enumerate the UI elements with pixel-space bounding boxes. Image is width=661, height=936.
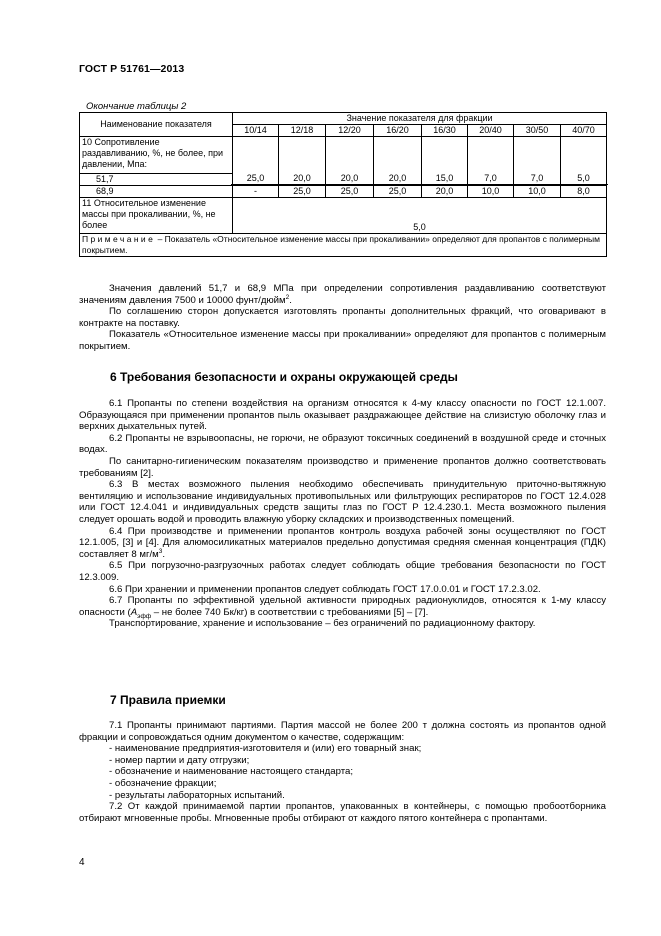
table-cell: 25,0 (233, 137, 279, 186)
fraction-header: 10/14 (233, 125, 279, 137)
table-cell: 25,0 (374, 186, 422, 198)
col-header-group: Значение показателя для фракции (233, 113, 607, 125)
table-cell: 20,0 (326, 137, 374, 186)
row-label: 10 Сопротивление раздавливанию, %, не более, при давлении, Мпа: (80, 137, 233, 174)
table-row-10-sub2 (80, 186, 607, 198)
page-number: 4 (79, 857, 85, 868)
list-item: - результаты лабораторных испытаний. (109, 789, 285, 801)
table-cell: 8,0 (561, 186, 607, 198)
row-sublabel: 68,9 (80, 186, 233, 198)
section-7-title: 7 Правила приемки (110, 693, 226, 707)
table-cell: 15,0 (422, 137, 468, 186)
table-cell: 20,0 (374, 137, 422, 186)
paragraph: 6.4 При производстве и применении пропантов контроль воздуха рабочей зоны осуществляют по ГОСТ 12.1.005, [3] и [4]. Для алюмосиликатных материалов предельно допустимая средняя сменная концентрация (ПДК) составляет 8 $мг/м^3$. (79, 525, 606, 560)
table-cell-merged: 5,0 (233, 198, 607, 234)
fraction-header: 20/40 (468, 125, 514, 137)
intro-block (79, 283, 606, 353)
fraction-header: 12/20 (326, 125, 374, 137)
fraction-header: 16/30 (422, 125, 468, 137)
fraction-header: 30/50 (514, 125, 561, 137)
list-item: - обозначение фракции; (109, 777, 217, 789)
paragraph: Транспортирование, хранение и использование – без ограничений по радиационному фактору. (109, 618, 536, 630)
note-label: Примечание (82, 234, 156, 244)
col-header-name: Наименование показателя (80, 113, 233, 137)
table-cell: 5,0 (561, 137, 607, 186)
section-7-body (79, 720, 606, 824)
paragraph: Значения давлений 51,7 и 68,9 МПа при определении сопротивления раздавливанию соответствуют значениям давления 7500 и 10000 фунт/дюйм$^2$. (79, 283, 606, 306)
row-sublabel: 51,7 (80, 174, 233, 186)
list-item: - обозначение и наименование настоящего стандарта; (109, 766, 354, 778)
table-cell: 20,0 (279, 137, 326, 186)
table-cell: - (233, 186, 279, 198)
paragraph: 6.3 В местах возможного пыления необходимо обеспечивать принудительную приточно-вытяжную вентиляцию и использование индивидуальных противопыльных или фильтрующих респираторов по ГОСТ 12.4.028 или ГОСТ 12.4.041 и индивидуальных средств защиты глаз по ГОСТ Р 12.4.230.1. Места возможного пыления следует орошать водой и проводить влажную уборку складских и производственных помещений. (79, 479, 606, 525)
table-cell: 7,0 (468, 137, 514, 186)
list-item: - номер партии и дату отгрузки; (109, 754, 250, 766)
paragraph: 6.5 При погрузочно-разгрузочных работах следует соблюдать общие требования безопасности по ГОСТ 12.3.009. (79, 560, 606, 583)
note-text: – Показатель «Относительное изменение массы при прокаливании» определяют для пропантов с полимерным покрытием. (82, 234, 601, 255)
fraction-header: 12/18 (279, 125, 326, 137)
document-header: ГОСТ Р 51761—2013 (79, 63, 185, 75)
section-6-title: 6 Требования безопасности и охраны окружающей среды (110, 370, 458, 384)
table-cell: 10,0 (468, 186, 514, 198)
table-cell: 20,0 (422, 186, 468, 198)
paragraph: 6.2 Пропанты не взрывоопасны, не горючи, не образуют токсичных соединений в воздушной среде и сточных водах. (79, 432, 606, 456)
paragraph: 6.7 Пропанты по эффективной удельной активности природных радионуклидов, относятся к 1-му классу опасности ($A_{эфф}$ – не более 740 Бк/кг) в соответствии с требованиями [5] – [7]. (79, 595, 606, 620)
table-cell: 7,0 (514, 137, 561, 186)
paragraph: 7.2 От каждой принимаемой партии пропантов, упакованных в контейнеры, с помощью пробоотборника отбирают мгновенные пробы. Мгновенные пробы отбирают от каждого пятого контейнера с пропантами. (79, 801, 606, 824)
paragraph: 6.1 Пропанты по степени воздействия на организм относятся к 4-му классу опасности по ГОСТ 12.1.007. Образующаяся при применении пропантов пыль оказывает раздражающее действие на слизистую оболочку глаз и верхних дыхательных путей. (79, 398, 606, 433)
table-note (80, 234, 607, 257)
table-cell: 10,0 (514, 186, 561, 198)
table-cell: 25,0 (279, 186, 326, 198)
table-row-11 (80, 198, 607, 234)
table-row-10 (80, 137, 607, 174)
list-item: - наименование предприятия-изготовителя и (или) его товарный знак; (109, 743, 422, 755)
paragraph: По соглашению сторон допускается изготовлять пропанты дополнительных фракций, что оговаривают в контракте на поставку. (79, 306, 606, 329)
table-cell: 25,0 (326, 186, 374, 198)
row-label: 11 Относительное изменение массы при прокаливании, %, не более (80, 198, 233, 234)
properties-table (79, 112, 607, 257)
fraction-header: 16/20 (374, 125, 422, 137)
fraction-header: 40/70 (561, 125, 607, 137)
paragraph: По санитарно-гигиеническим показателям производство и применение пропантов должно соответствовать требованиям [2]. (79, 455, 606, 479)
paragraph: 7.1 Пропанты принимают партиями. Партия массой не более 200 т должна состоять из пропантов одной фракции и сопровождаться одним документом о качестве, содержащим: (79, 720, 606, 743)
section-6-body (79, 398, 606, 630)
table-note-row (80, 234, 607, 257)
paragraph: Показатель «Относительное изменение массы при прокаливании» определяют для пропантов с полимерным покрытием. (79, 329, 606, 352)
table-caption: Окончание таблицы 2 (86, 101, 187, 112)
paragraph: 6.6 При хранении и применении пропантов следует соблюдать ГОСТ 17.0.0.01 и ГОСТ 17.2.3.02. (109, 583, 541, 595)
